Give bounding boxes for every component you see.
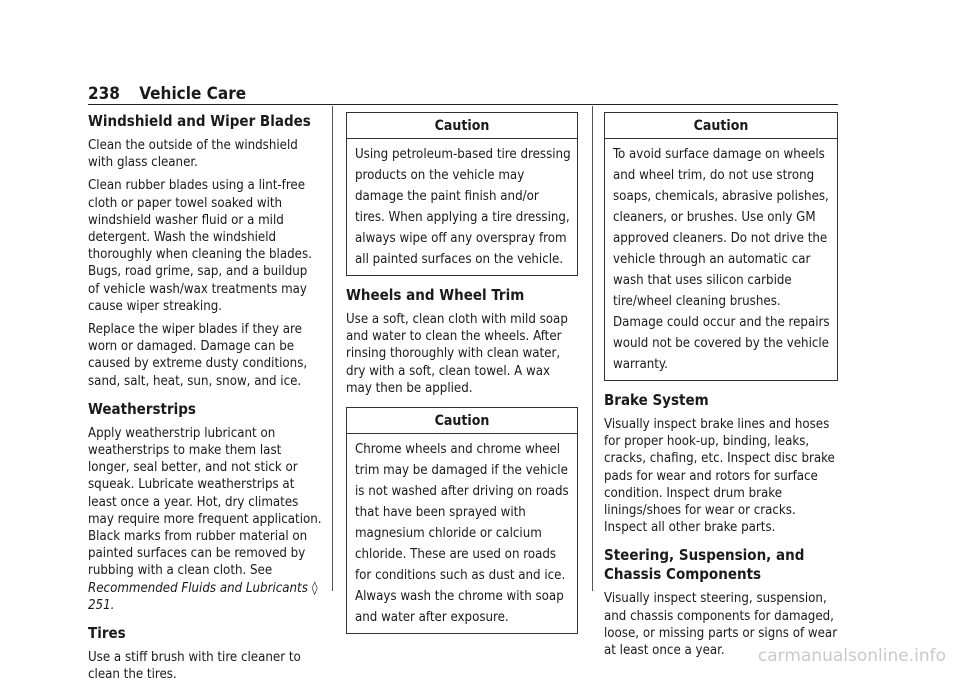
paragraph: Clean the outside of the windshield with glass cleaner. [88, 138, 298, 171]
heading-windshield-wiper: Windshield and Wiper Blades [88, 112, 311, 130]
column-divider-2 [592, 106, 593, 591]
watermark: carmanualsonline.info [757, 646, 946, 666]
caution-title: Caution [347, 408, 577, 434]
page-header [88, 84, 246, 104]
heading-tires: Tires [88, 624, 126, 643]
column-2 [346, 112, 578, 644]
column-1 [88, 112, 322, 689]
paragraph: Visually inspect brake lines and hoses for proper hook-up, binding, leaks, cracks, chafing, etc. Inspect disc brake pads for wear and rotors for surface condition. Inspect drum brake linings/shoes for wear or cracks. Inspect all other brake parts. [604, 417, 835, 536]
paragraph: Use a stiff brush with tire cleaner to clean the tires. [88, 650, 301, 683]
header-rule [88, 104, 838, 105]
column-3 [604, 112, 838, 665]
caution-body: Chrome wheels and chrome wheel trim may be damaged if the vehicle is not washed after driving on roads that have been sprayed with magnesium chloride or calcium chloride. These are used on roads for conditions such as dust and ice. Always wash the chrome with soap and water after exposure. [355, 442, 569, 626]
paragraph: Clean rubber blades using a lint-free cloth or paper towel soaked with windshield washer fluid or a mild detergent. Wash the windshield thoroughly when cleaning the blades. Bugs, road grime, sap, and a buildup of vehicle wash/wax treatments may cause wiper streaking. [88, 178, 312, 314]
caution-title: Caution [347, 113, 577, 139]
heading-weatherstrips: Weatherstrips [88, 399, 196, 418]
caution-box-wheel-cleaners [604, 112, 838, 381]
paragraph: Replace the wiper blades if they are worn or damaged. Damage can be caused by extreme dusty conditions, sand, salt, heat, sun, snow, and ice. [88, 322, 308, 389]
heading-brake-system: Brake System [604, 391, 709, 409]
caution-body: To avoid surface damage on wheels and wheel trim, do not use strong soaps, chemicals, abrasive polishes, cleaners, or brushes. Use only GM approved cleaners. Do not drive the vehicle through an automatic car wash that uses silicon carbide tire/wheel cleaning brushes. Damage could occur and the repairs would not be covered by the vehicle warranty. [613, 147, 830, 372]
paragraph-text: Apply weatherstrip lubricant on weatherstrips to make them last longer, seal better, and not stick or squeak. Lubricate weatherstrips at least once a year. Hot, dry climates may require more frequent application. Black marks from rubber material on painted surfaces can be removed by rubbing with a clean cloth. See [88, 425, 322, 579]
paragraph-weatherstrips [88, 425, 322, 614]
heading-steering-suspension: Steering, Suspension, and Chassis Components [604, 546, 805, 584]
paragraph: Use a soft, clean cloth with mild soap and water to clean the wheels. After rinsing thoroughly with clean water, dry with a soft, clean towel. A wax may then be applied. [346, 312, 568, 396]
caution-title: Caution [605, 113, 837, 139]
caution-box-chrome-wheels [346, 407, 578, 634]
paragraph: Visually inspect steering, suspension, and chassis components for damaged, loose, or missing parts or signs of wear at least once a year. [604, 591, 838, 659]
page-number: 238 [88, 84, 120, 104]
heading-wheels: Wheels and Wheel Trim [346, 286, 525, 304]
caution-box-tire-dressing [346, 112, 578, 276]
cross-reference-link[interactable]: Recommended Fluids and Lubricants [88, 580, 308, 596]
cross-reference-page[interactable]: 251. [88, 597, 115, 613]
page-reference-icon: ◊ [311, 580, 318, 596]
column-divider-1 [332, 106, 333, 591]
caution-body: Using petroleum-based tire dressing products on the vehicle may damage the paint finish and/or tires. When applying a tire dressing, always wipe off any overspray from all painted surfaces on the vehicle. [355, 147, 571, 267]
section-title: Vehicle Care [139, 84, 247, 104]
